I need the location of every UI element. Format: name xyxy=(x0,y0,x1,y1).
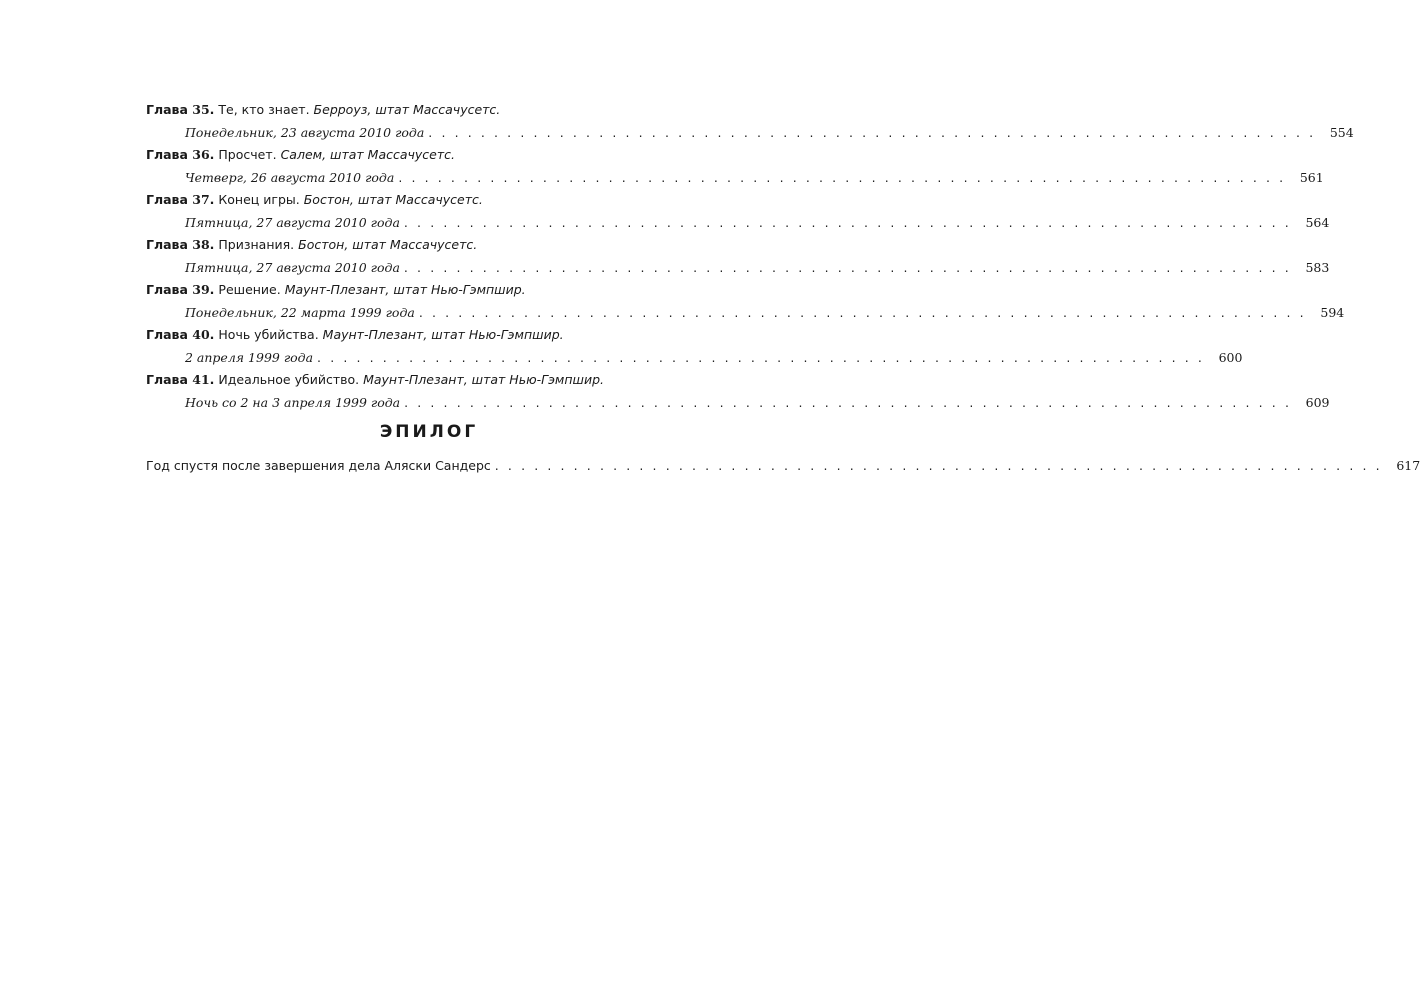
leader-dots: . . . . . . . . . . . . . . . . . . . . . . . . . . . . . . . . . . . . . . . . . . . . . . . . . . . . . . . . . . . . . . . . . . . . xyxy=(428,125,1316,140)
page-number: 617 xyxy=(1396,458,1420,473)
chapter-label: Глава 39. xyxy=(146,282,215,297)
chapter-place: Салем, штат Массачусетс. xyxy=(280,147,455,162)
leader-dots: . . . . . . . . . . . . . . . . . . . . . . . . . . . . . . . . . . . . . . . . . . . . . . . . . . . . . . . . . . . . . . . . . . . . xyxy=(317,350,1205,365)
toc-entry-chapter-41[interactable] xyxy=(146,369,1330,414)
chapter-title: Просчет. xyxy=(218,147,277,162)
chapter-title: Ночь убийства. xyxy=(218,327,319,342)
page-number: 561 xyxy=(1299,170,1324,185)
toc-entry-chapter-35[interactable] xyxy=(146,99,1354,144)
chapter-date: 2 апреля 1999 года xyxy=(185,350,314,365)
toc-entry-chapter-37[interactable] xyxy=(146,189,1330,234)
toc-entry-chapter-39[interactable] xyxy=(146,279,1345,324)
toc-entry-heading xyxy=(146,144,712,166)
chapter-place: Бостон, штат Массачусетс. xyxy=(298,237,478,252)
toc-entry-date-line xyxy=(146,166,1324,189)
page-number: 554 xyxy=(1329,125,1354,140)
chapter-title: Признания. xyxy=(218,237,295,252)
toc-entry-heading xyxy=(146,99,712,121)
page-number: 609 xyxy=(1305,395,1330,410)
chapter-label: Глава 35. xyxy=(146,102,215,117)
page-number: 594 xyxy=(1320,305,1345,320)
chapter-date: Пятница, 27 августа 2010 года xyxy=(185,260,400,275)
toc-entry-date-line xyxy=(146,346,1243,369)
toc-entry-date-line xyxy=(146,391,1330,414)
toc-entry-heading xyxy=(146,189,712,211)
page-number: 564 xyxy=(1305,215,1330,230)
epilogue-entry-title: Год спустя после завершения дела Аляски Сандерс xyxy=(146,458,491,473)
toc-entry-date-line xyxy=(146,301,1345,324)
toc-entry-heading xyxy=(146,234,712,256)
chapter-place: Бостон, штат Массачусетс. xyxy=(303,192,483,207)
toc-entry-chapter-38[interactable] xyxy=(146,234,1330,279)
leader-dots: . . . . . . . . . . . . . . . . . . . . . . . . . . . . . . . . . . . . . . . . . . . . . . . . . . . . . . . . . . . . . . . . . . . . xyxy=(403,215,1292,230)
epilogue-heading: ЭПИЛОГ xyxy=(379,422,479,442)
chapter-place: Маунт-Плезант, штат Нью-Гэмпшир. xyxy=(322,327,564,342)
chapter-title: Конец игры. xyxy=(218,192,300,207)
chapter-label: Глава 40. xyxy=(146,327,215,342)
chapter-date: Четверг, 26 августа 2010 года xyxy=(185,170,395,185)
leader-dots: . . . . . . . . . . . . . . . . . . . . . . . . . . . . . . . . . . . . . . . . . . . . . . . . . . . . . . . . . . . . . . . . . . . . xyxy=(418,305,1307,320)
chapter-label: Глава 37. xyxy=(146,192,215,207)
chapter-label: Глава 41. xyxy=(146,372,215,387)
toc-entry-heading xyxy=(146,279,712,301)
leader-dots: . . . . . . . . . . . . . . . . . . . . . . . . . . . . . . . . . . . . . . . . . . . . . . . . . . . . . . . . . . . . . . . . . . . . xyxy=(404,395,1292,410)
toc-entry-heading xyxy=(146,369,712,391)
toc-entry-date-line xyxy=(146,211,1330,234)
toc-entry-chapter-36[interactable] xyxy=(146,144,1324,189)
chapter-date: Пятница, 27 августа 2010 года xyxy=(185,215,400,230)
chapter-title: Решение. xyxy=(218,282,281,297)
chapter-place: Берроуз, штат Массачусетс. xyxy=(313,102,501,117)
toc-entry-heading xyxy=(146,324,712,346)
chapter-place: Маунт-Плезант, штат Нью-Гэмпшир. xyxy=(363,372,605,387)
leader-dots: . . . . . . . . . . . . . . . . . . . . . . . . . . . . . . . . . . . . . . . . . . . . . . . . . . . . . . . . . . . . . . . . . . . . xyxy=(398,170,1286,185)
toc-entry-epilogue[interactable] xyxy=(146,454,1420,477)
toc-entry-date-line xyxy=(146,256,1330,279)
table-of-contents xyxy=(146,99,1354,414)
page-number: 600 xyxy=(1218,350,1243,365)
page-number: 583 xyxy=(1305,260,1330,275)
chapter-title: Идеальное убийство. xyxy=(218,372,360,387)
toc-entry-chapter-40[interactable] xyxy=(146,324,1243,369)
leader-dots: . . . . . . . . . . . . . . . . . . . . . . . . . . . . . . . . . . . . . . . . . . . . . . . . . . . . . . . . . . . . . . . . . . . . xyxy=(403,260,1292,275)
leader-dots: . . . . . . . . . . . . . . . . . . . . . . . . . . . . . . . . . . . . . . . . . . . . . . . . . . . . . . . . . . . . . . . . . . . . xyxy=(494,458,1383,473)
chapter-place: Маунт-Плезант, штат Нью-Гэмпшир. xyxy=(284,282,526,297)
chapter-label: Глава 36. xyxy=(146,147,215,162)
chapter-date: Понедельник, 23 августа 2010 года xyxy=(185,125,425,140)
chapter-label: Глава 38. xyxy=(146,237,215,252)
chapter-title: Те, кто знает. xyxy=(218,102,310,117)
chapter-date: Ночь со 2 на 3 апреля 1999 года xyxy=(185,395,401,410)
chapter-date: Понедельник, 22 марта 1999 года xyxy=(185,305,415,320)
toc-entry-date-line xyxy=(146,121,1354,144)
